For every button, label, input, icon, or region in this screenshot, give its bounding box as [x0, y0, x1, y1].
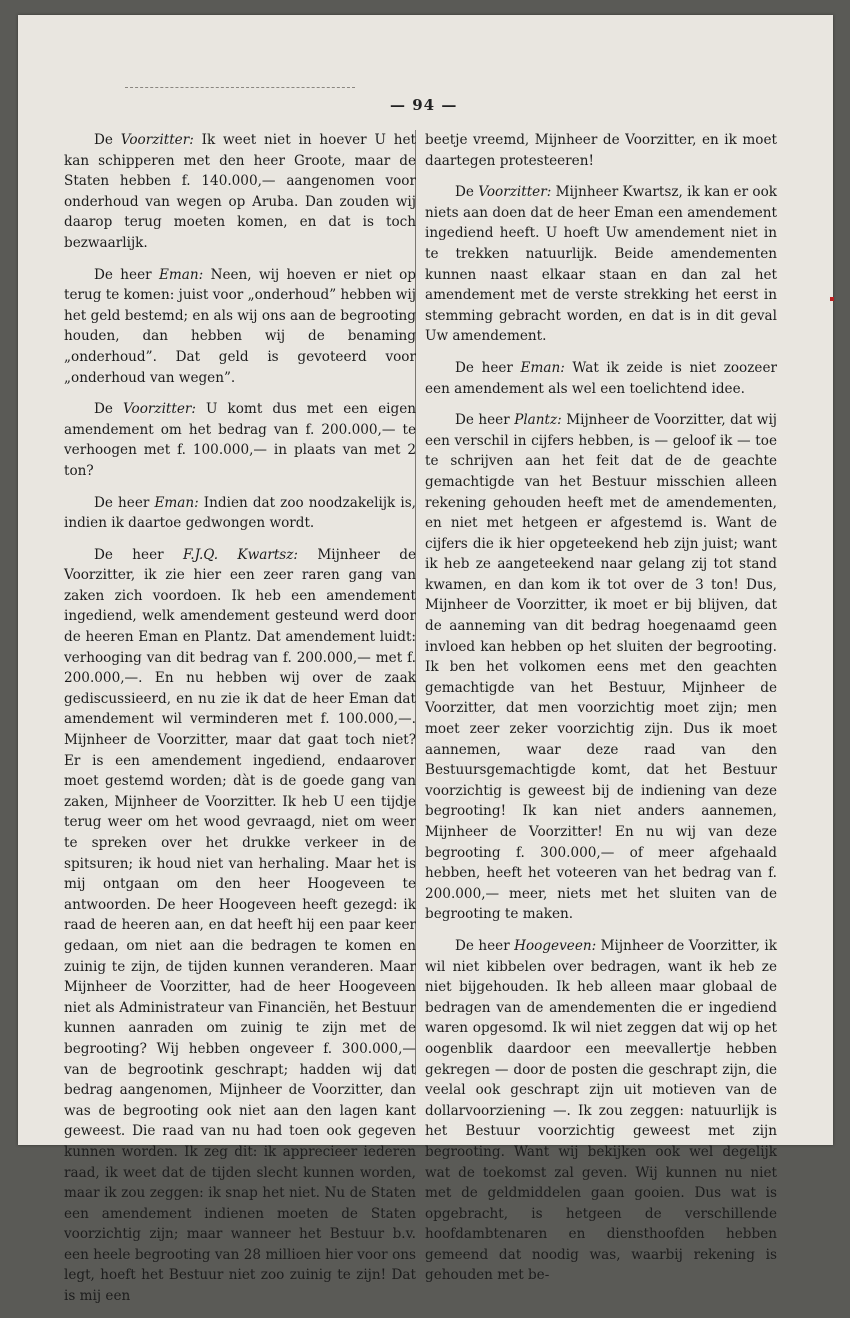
page-number: — 94 —: [390, 96, 458, 114]
header-rule: [125, 87, 355, 88]
left-column: [64, 130, 416, 1318]
speaker-name: Eman:: [520, 359, 565, 376]
paragraph: De heer F.J.Q. Kwartsz: Mijnheer de Voorzitter, ik zie hier een zeer raren gang van zaken zich voordoen. Ik heb een amendement ingediend, welk amendement gesteund werd door de heeren Eman en Plantz. Dat amendement luidt: verhooging van dit bedrag van f. 200.000,— met f. 200.000,—. En nu hebben wij over de zaak gediscussieerd, en nu zie ik dat de heer Eman dat amendement wil verminderen met f. 100.000,—. Mijnheer de Voorzitter, maar dat gaat toch niet? Er is een amendement ingediend, endaarover moet gestemd worden; dàt is de goede gang van zaken, Mijnheer de Voorzitter. Ik heb U een tijdje terug weer om het wood gevraagd, niet om weer te spreken over het drukke verkeer in de spitsuren; ik houd niet van herhaling. Maar het is mij ontgaan om den heer Hoogeveen te antwoorden. De heer Hoogeveen heeft gezegd: ik raad de heeren aan, en dat heeft hij een paar keer gedaan, om niet aan die bedragen te komen en zuinig te zijn, de tijden kunnen veranderen. Maar Mijnheer de Voorzitter, had de heer Hoogeveen niet als Administrateur van Financiën, het Bestuur kunnen aanraden om zuinig te zijn met de begrooting? Wij hebben ongeveer f. 300.000,— van de begrootink geschrapt; hadden wij dat bedrag aangenomen, Mijnheer de Voorzitter, dan was de begrooting ook niet aan den lagen kant geweest. Die raad van nu had toen ook gegeven kunnen worden. Ik zeg dit: ik apprecieer iederen raad, ik weet dat de tijden slecht kunnen worden, maar ik zou zeggen: ik snap het niet. Nu de Staten een amendement indienen moeten de Staten voorzichtig zijn; maar wanneer het Bestuur b.v. een heele begrooting van 28 millioen hier voor ons legt, hoeft het Bestuur niet zoo zuinig te zijn! Dat is mij een: [64, 546, 416, 1305]
paragraph: De heer Eman: Neen, wij hoeven er niet op terug te komen: juist voor „onderhoud” hebben wij het geld bestemd; en als wij ons aan de begrooting houden, dan hebben wij de benaming „onderhoud”. Dat geld is gevoteerd voor „onderhoud van wegen”.: [64, 266, 417, 386]
paragraph: De heer Hoogeveen: Mijnheer de Voorzitter, ik wil niet kibbelen over bedragen, want ik heb ze niet bijgehouden. Ik heb alleen maar globaal de bedragen van de amendementen die er ingediend waren opgesomd. Ik wil niet zeggen dat wij op het oogenblik daardoor een meevallertje hebben gekregen — door de posten die geschrapt zijn, die veelal ook geschrapt zijn uit motieven van de dollarvoorziening —. Ik zou zeggen: natuurlijk is het Bestuur voorzichtig geweest met zijn begrooting. Want wij bekijken ook wel degelijk wat de toekomst zal geven. Wij kunnen nu niet met de geldmiddelen gaan gooien. Dus wat is opgebracht, is hetgeen de verschillende hoofdambtenaren en diensthoofden hebben gemeend dat noodig was, waarbij rekening is gehouden met be-: [425, 937, 778, 1284]
paragraph: De Voorzitter: U komt dus met een eigen amendement om het bedrag van f. 200.000,— te verhoogen met f. 100.000,— in plaats van met 2 ton?: [64, 401, 416, 479]
paragraph: De heer Eman: Wat ik zeide is niet zoozeer een amendement als wel een toelichtend idee.: [425, 359, 777, 397]
speaker-name: Eman:: [154, 494, 199, 511]
speaker-name: Voorzitter:: [478, 184, 552, 201]
speaker-name: Voorzitter:: [120, 132, 194, 148]
paragraph: De heer Plantz: Mijnheer de Voorzitter, dat wij een verschil in cijfers hebben, is — geloof ik — toe te schrijven aan het feit dat de de geachte gemachtigde van het Bestuur misschien alleen rekening gehouden heeft met de amendementen, en niet met hetgeen er afgestemd is. Want de cijfers die ik hier opgeteekend heb zijn juist; want ik heb ze aangeteekend naar gelang zij tot stand kwamen, en dan kom ik tot over de 3 ton! Dus, Mijnheer de Voorzitter, ik moet er bij blijven, dat de aanneming van dit bedrag hoegenaamd geen invloed kan hebben op het sluiten der begrooting. Ik ben het volkomen eens met den geachten gemachtigde van het Bestuur, Mijnheer de Voorzitter, dat men voorzichtig moet zijn; men moet zeer zeker voorzichtig zijn. Dus ik moet aannemen, waar deze raad van den Bestuursgemachtigde komt, dat het Bestuur voorzichtig is geweest bij de indiening van deze begrooting! Ik kan niet anders aannemen, Mijnheer de Voorzitter! En nu wij van deze begrooting f. 300.000,— of meer afgehaald hebben, heeft het voteeren van het bedrag van f. 200.000,— meer, niets met het sluiten van de begrooting te maken.: [425, 412, 778, 923]
paragraph: De heer Eman: Indien dat zoo noodzakelijk is, indien ik daartoe gedwongen wordt.: [64, 494, 416, 532]
speaker-name: Hoogeveen:: [514, 937, 597, 954]
right-column: [425, 130, 777, 1297]
speaker-name: Voorzitter:: [122, 401, 196, 418]
speaker-name: Plantz:: [514, 412, 562, 429]
paragraph: beetje vreemd, Mijnheer de Voorzitter, en ik moet daartegen protesteeren!: [425, 132, 777, 169]
speaker-name: Eman:: [158, 266, 204, 283]
speaker-name: F.J.Q. Kwartsz:: [182, 546, 298, 563]
paragraph: De Voorzitter: Ik weet niet in hoever U het kan schipperen met den heer Groote, maar de Staten hebben f. 140.000,— aangenomen voor onderhoud van wegen op Aruba. Dan zouden wij daarop terug moeten komen, en dat is toch bezwaarlijk.: [64, 132, 417, 251]
paragraph: De Voorzitter: Mijnheer Kwartsz, ik kan er ook niets aan doen dat de heer Eman een amendement ingediend heeft. U hoeft Uw amendement niet in te trekken natuurlijk. Beide amendementen kunnen naast elkaar staan en dan zal het amendement met de verste strekking het eerst in stemming gebracht worden, en dat is in dit geval Uw amendement.: [425, 184, 777, 345]
margin-mark: [830, 297, 834, 301]
